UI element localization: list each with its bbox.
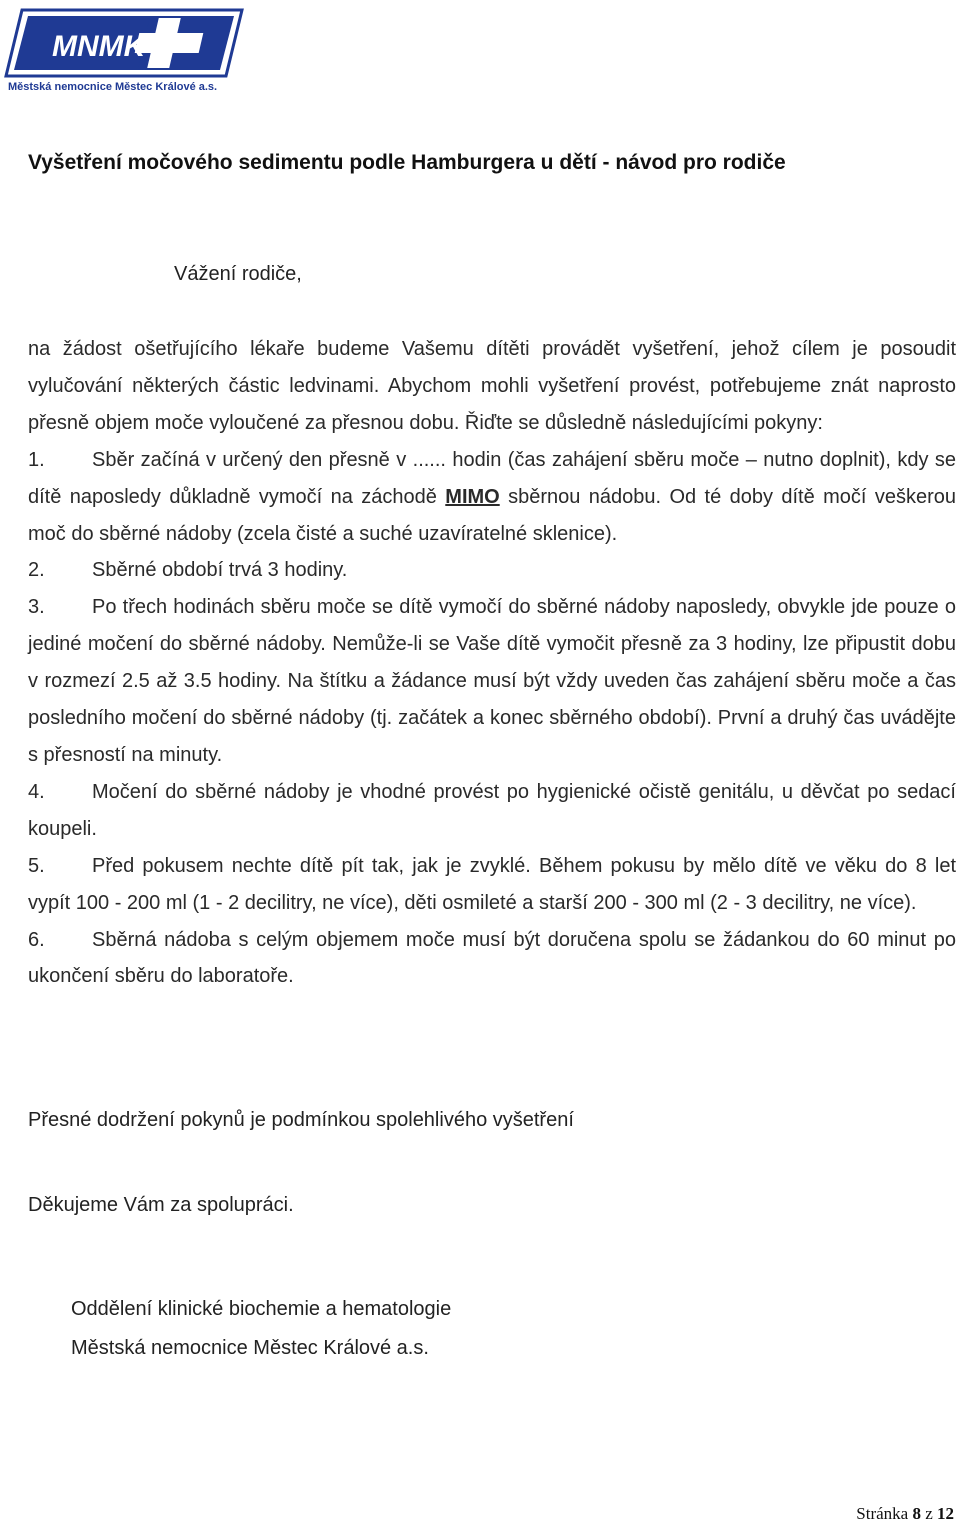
page-number [856, 1504, 954, 1524]
instruction-item-1 [28, 442, 956, 553]
item-text: Před pokusem nechte dítě pít tak, jak je zvyklé. Během pokusu by mělo dítě ve věku do 8 let vypít 100 - 200 ml (1 - 2 decilitry, ne více), děti osmileté a starší 200 - 300 ml (2 - 3 decilitry, ne více). [28, 854, 956, 914]
intro-paragraph: na žádost ošetřujícího lékaře budeme Vašemu dítěti provádět vyšetření, jehož cílem je posoudit vylučování některých částic ledvinami. Abychom mohli vyšetření provést, potřebujeme znát naprosto přesně objem moče vyloučené za přesnou dobu. Řiďte se důsledně následujícími pokyny: [28, 338, 956, 434]
item-number: 1. [28, 448, 45, 471]
document-title: Vyšetření močového sedimentu podle Hamburgera u dětí - návod pro rodiče [28, 151, 786, 174]
logo-text: MNMK [52, 30, 146, 63]
item-text: Po třech hodinách sběru moče se dítě vymočí do sběrné nádoby naposledy, obvykle jde pouze o jediné močení do sběrné nádoby. Nemůže-li se Vaše dítě vymočit přesně za 3 hodiny, lze připustit dobu v rozmezí 2.5 až 3.5 hodiny. Na štítku a žádance musí být vždy uveden čas zahájení sběru moče a čas posledního močení do sběrné nádoby (tj. začátek a konec sběrného období). První a druhý čas uvádějte s přesností na minuty. [28, 596, 956, 766]
item-text: Sběrná nádoba s celým objemem moče musí být doručena spolu se žádankou do 60 minut po ukončení sběru do laboratoře. [28, 928, 956, 988]
current-page: 8 [912, 1504, 921, 1523]
instruction-item-5 [28, 848, 956, 922]
item-text: Močení do sběrné nádoby je vhodné provést po hygienické očistě genitálu, u děvčat po sedací koupeli. [28, 780, 956, 840]
page-of: z [925, 1504, 933, 1523]
instruction-item-2 [28, 552, 956, 589]
signature-hospital: Městská nemocnice Městec Králové a.s. [71, 1337, 429, 1359]
signature-department: Oddělení klinické biochemie a hematologie [71, 1298, 452, 1320]
item-number: 2. [28, 559, 45, 582]
page-label: Stránka [856, 1504, 909, 1523]
item-text: Sběrné období trvá 3 hodiny. [92, 559, 348, 582]
instruction-item-4 [28, 774, 956, 848]
total-pages: 12 [937, 1504, 954, 1523]
logo-graphic [4, 4, 244, 80]
hospital-logo [4, 4, 244, 94]
item-number: 5. [28, 854, 45, 877]
item-text-continued: sběrnou nádobu. Od té doby dítě močí veškerou moč do sběrné nádoby (zcela čisté a suché uzavíratelné sklenice). [28, 485, 957, 545]
item-number: 3. [28, 596, 45, 619]
item-number: 4. [28, 780, 45, 803]
item-number: 6. [28, 928, 45, 951]
emphasis-mimo: MIMO [445, 485, 500, 508]
greeting: Vážení rodiče, [174, 263, 302, 285]
instruction-item-6 [28, 922, 956, 996]
instruction-item-3 [28, 589, 956, 774]
instructions-body [28, 331, 956, 995]
item-text: Sběr začíná v určený den přesně v ...... hodin (čas zahájení sběru moče – nutno doplnit), kdy se dítě naposledy důkladně vymočí na záchodě [28, 448, 956, 508]
closing-statement: Přesné dodržení pokynů je podmínkou spolehlivého vyšetření [28, 1109, 574, 1131]
logo-subtitle: Městská nemocnice Městec Králové a.s. [8, 81, 218, 93]
thanks-line: Děkujeme Vám za spolupráci. [28, 1194, 294, 1216]
